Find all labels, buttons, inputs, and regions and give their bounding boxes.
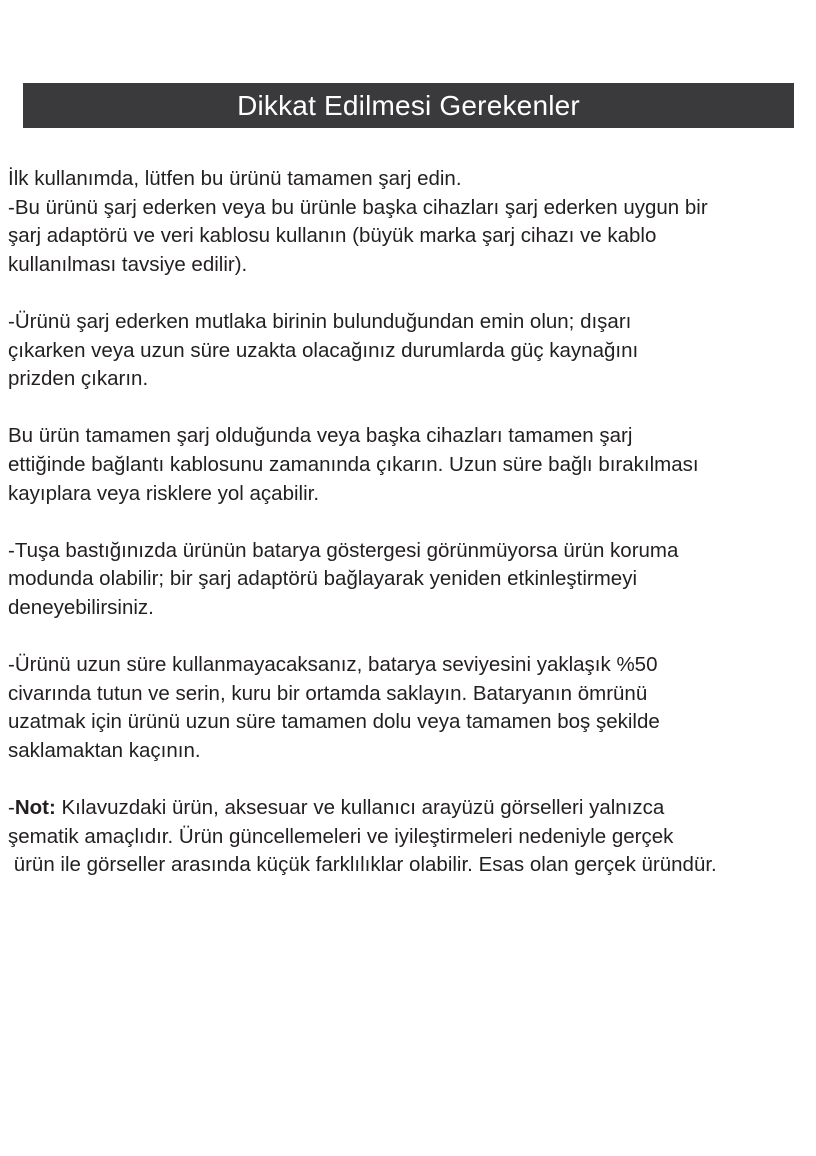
- note-prefix: -: [8, 796, 15, 820]
- text-line: İlk kullanımda, lütfen bu ürünü tamamen şarj edin.: [8, 167, 462, 190]
- note-label: Not:: [14, 796, 56, 820]
- text-line: şarj adaptörü ve veri kablosu kullanın (büyük marka şarj cihazı ve kablo: [8, 224, 657, 248]
- note-text: Kılavuzdaki ürün, aksesuar ve kullanıcı arayüzü görselleri yalnızca: [55, 796, 665, 820]
- paragraph-note: [8, 794, 808, 880]
- text-line: ettiğinde bağlantı kablosunu zamanında çıkarın. Uzun süre bağlı bırakılması: [8, 452, 699, 476]
- section-title: Dikkat Edilmesi Gerekenler: [237, 89, 580, 121]
- paragraph-first-use: [8, 165, 808, 279]
- text-line: -Tuşa bastığınızda ürünün batarya göstergesi görünmüyorsa ürün koruma: [8, 538, 679, 562]
- paragraph-storage: [8, 651, 808, 765]
- section-header-bar: [23, 83, 794, 128]
- text-line: Bu ürün tamamen şarj olduğunda veya başka cihazları tamamen şarj: [8, 424, 633, 448]
- text-line: modunda olabilir; bir şarj adaptörü bağlayarak yeniden etkinleştirmeyi: [8, 567, 638, 591]
- text-line: prizden çıkarın.: [8, 367, 149, 391]
- text-line: deneyebilirsiniz.: [8, 595, 154, 619]
- text-line: ürün ile görseller arasında küçük farklılıklar olabilir. Esas olan gerçek üründür.: [8, 853, 717, 877]
- text-line: kullanılması tavsiye edilir).: [8, 252, 248, 276]
- text-line: şematik amaçlıdır. Ürün güncellemeleri ve iyileştirmeleri nedeniyle gerçek: [8, 824, 674, 848]
- paragraph-unplug: [8, 422, 808, 508]
- text-line: kayıplara veya risklere yol açabilir.: [8, 481, 320, 505]
- text-line: civarında tutun ve serin, kuru bir ortamda saklayın. Bataryanın ömrünü: [8, 681, 648, 705]
- text-line: uzatmak için ürünü uzun süre tamamen dolu veya tamamen boş şekilde: [8, 710, 660, 734]
- text-line: -Ürünü şarj ederken mutlaka birinin bulunduğundan emin olun; dışarı: [8, 309, 632, 333]
- text-line: -Bu ürünü şarj ederken veya bu ürünle başka cihazları şarj ederken uygun bir: [8, 195, 708, 219]
- text-line: çıkarken veya uzun süre uzakta olacağınız durumlarda güç kaynağını: [8, 338, 639, 362]
- text-line: saklamaktan kaçının.: [8, 738, 201, 762]
- instructions-body: [8, 165, 808, 908]
- paragraph-supervision: [8, 308, 808, 394]
- note-first-line: [8, 794, 808, 823]
- text-line: -Ürünü uzun süre kullanmayacaksanız, batarya seviyesini yaklaşık %50: [8, 653, 658, 677]
- paragraph-protection-mode: [8, 537, 808, 623]
